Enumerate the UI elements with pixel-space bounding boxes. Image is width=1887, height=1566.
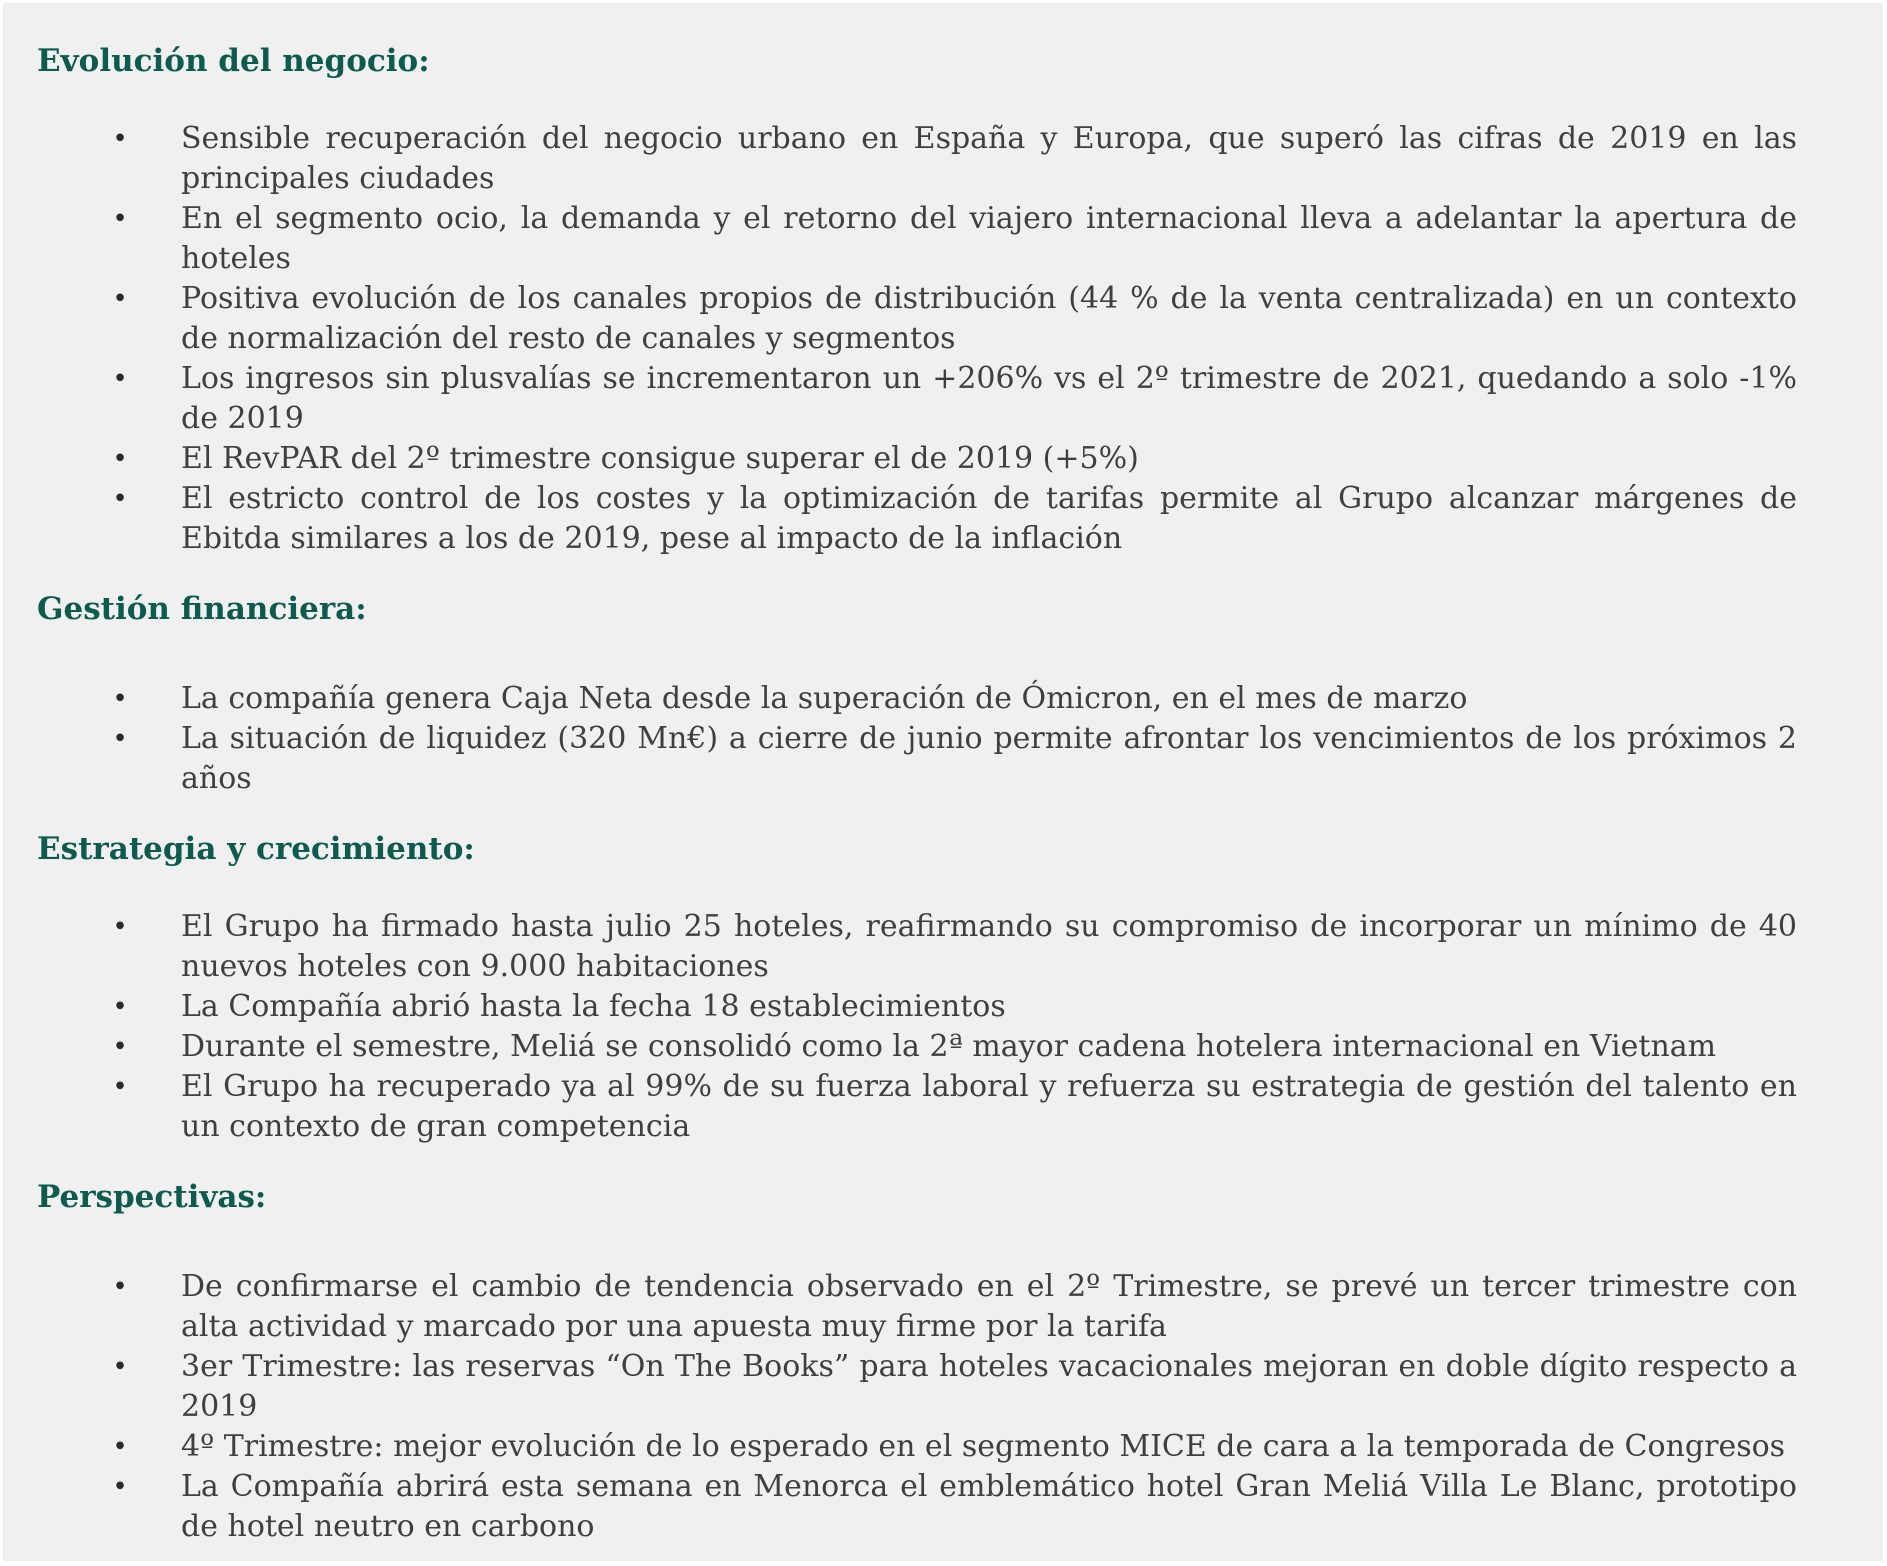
- list-item-text: El estricto control de los costes y la optimización de tarifas permite al Grupo alcanzar márgenes de Ebitda similares a los de 2019, pese al impacto de la inflación: [181, 481, 1797, 556]
- section-heading: Perspectivas:: [37, 1179, 267, 1215]
- list-item: [37, 987, 1797, 1027]
- list-item-text: 4º Trimestre: mejor evolución de lo esperado en el segmento MICE de cara a la temporada de Congresos: [181, 1429, 1786, 1464]
- list-item: [37, 1267, 1797, 1347]
- section-business-evolution: [37, 39, 1797, 559]
- list-item-text: De confirmarse el cambio de tendencia observado en el 2º Trimestre, se prevé un tercer trimestre con alta actividad y marcado por una apuesta muy firme por la tarifa: [181, 1269, 1797, 1344]
- bullet-icon: •: [112, 204, 128, 234]
- list-item-text: Los ingresos sin plusvalías se incrementaron un +206% vs el 2º trimestre de 2021, quedando a solo -1% de 2019: [181, 361, 1797, 436]
- summary-panel: [3, 3, 1883, 1561]
- list-item-text: Durante el semestre, Meliá se consolidó como la 2ª mayor cadena hotelera internacional en Vietnam: [181, 1029, 1717, 1064]
- list-item: [37, 1427, 1797, 1467]
- list-item-text: El RevPAR del 2º trimestre consigue superar el de 2019 (+5%): [181, 441, 1139, 476]
- bullet-icon: •: [112, 124, 128, 154]
- list-item: [37, 199, 1797, 279]
- bullet-icon: •: [112, 484, 128, 514]
- list-item: [37, 479, 1797, 559]
- bullet-list: [37, 907, 1797, 1147]
- bullet-icon: •: [112, 1072, 128, 1102]
- list-item-text: La Compañía abrió hasta la fecha 18 establecimientos: [181, 989, 1006, 1024]
- bullet-icon: •: [112, 1472, 128, 1502]
- bullet-icon: •: [112, 684, 128, 714]
- list-item-text: Sensible recuperación del negocio urbano en España y Europa, que superó las cifras de 2019 en las principales ciudades: [181, 121, 1797, 196]
- list-item-text: El Grupo ha firmado hasta julio 25 hoteles, reafirmando su compromiso de incorporar un mínimo de 40 nuevos hoteles con 9.000 habitaciones: [181, 909, 1797, 984]
- list-item: [37, 279, 1797, 359]
- list-item-text: El Grupo ha recuperado ya al 99% de su fuerza laboral y refuerza su estrategia de gestión del talento en un contexto de gran competencia: [181, 1069, 1797, 1144]
- list-item: [37, 359, 1797, 439]
- list-item: [37, 439, 1797, 479]
- bullet-icon: •: [112, 1272, 128, 1302]
- bullet-list: [37, 1267, 1797, 1547]
- bullet-list: [37, 119, 1797, 559]
- section-heading: Evolución del negocio:: [37, 43, 430, 79]
- bullet-icon: •: [112, 1432, 128, 1462]
- bullet-icon: •: [112, 912, 128, 942]
- list-item: [37, 1467, 1797, 1547]
- list-item: [37, 679, 1797, 719]
- list-item-text: En el segmento ocio, la demanda y el retorno del viajero internacional lleva a adelantar la apertura de hoteles: [181, 201, 1797, 276]
- bullet-icon: •: [112, 992, 128, 1022]
- bullet-icon: •: [112, 284, 128, 314]
- list-item-text: 3er Trimestre: las reservas “On The Books” para hoteles vacacionales mejoran en doble dígito respecto a 2019: [181, 1349, 1797, 1424]
- bullet-icon: •: [112, 364, 128, 394]
- section-heading: Gestión financiera:: [37, 591, 367, 627]
- list-item-text: Positiva evolución de los canales propios de distribución (44 % de la venta centralizada) en un contexto de normalización del resto de canales y segmentos: [181, 281, 1797, 356]
- list-item: [37, 907, 1797, 987]
- list-item: [37, 719, 1797, 799]
- list-item: [37, 1347, 1797, 1427]
- bullet-icon: •: [112, 444, 128, 474]
- bullet-list: [37, 679, 1797, 799]
- section-strategy-growth: [37, 827, 1797, 1147]
- bullet-icon: •: [112, 724, 128, 754]
- list-item: [37, 1067, 1797, 1147]
- bullet-icon: •: [112, 1352, 128, 1382]
- list-item-text: La Compañía abrirá esta semana en Menorca el emblemático hotel Gran Meliá Villa Le Blanc, prototipo de hotel neutro en carbono: [181, 1469, 1797, 1544]
- list-item: [37, 119, 1797, 199]
- list-item-text: La situación de liquidez (320 Mn€) a cierre de junio permite afrontar los vencimientos de los próximos 2 años: [181, 721, 1797, 796]
- list-item-text: La compañía genera Caja Neta desde la superación de Ómicron, en el mes de marzo: [181, 681, 1468, 716]
- bullet-icon: •: [112, 1032, 128, 1062]
- section-outlook: [37, 1175, 1797, 1547]
- section-financial-management: [37, 587, 1797, 799]
- section-heading: Estrategia y crecimiento:: [37, 831, 475, 867]
- list-item: [37, 1027, 1797, 1067]
